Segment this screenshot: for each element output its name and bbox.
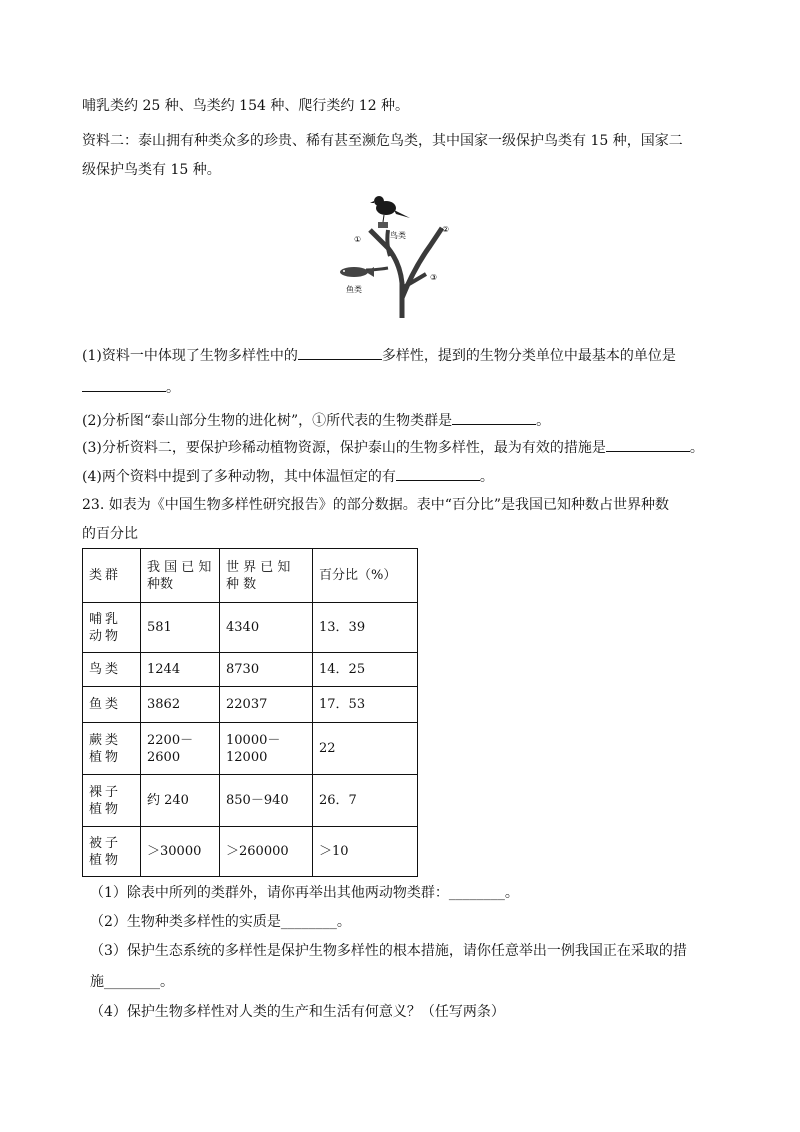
answer-blank[interactable]: [82, 377, 166, 392]
table-cell: 4340: [220, 603, 313, 653]
marker-1: ①: [354, 235, 362, 244]
table-header-cell: 世 界 已 知 种 数: [220, 549, 313, 603]
evolution-tree-figure: [330, 188, 470, 318]
table-row: [83, 653, 418, 687]
fish-label: 鱼类: [346, 285, 362, 294]
q22-item-1-cont: [82, 377, 180, 397]
q23-item-3: （3）保护生态系统的多样性是保护生物多样性的根本措施，请你任意举出一例我国正在采取的措: [90, 943, 687, 959]
answer-blank[interactable]: [298, 345, 382, 360]
marker-3: ③: [430, 273, 438, 282]
table-cell: 22037: [220, 687, 313, 723]
table-cell: ＞260000: [220, 827, 313, 877]
table-cell: 鱼类: [83, 687, 141, 723]
table-cell: 哺乳动物: [83, 603, 141, 653]
q23-item-4: （4）保护生物多样性对人类的生产和生活有何意义？（任写两条）: [90, 1004, 505, 1020]
marker-2: ②: [442, 225, 450, 234]
q23-item-2: （2）生物种类多样性的实质是________。: [90, 914, 351, 930]
branch-fish: [366, 268, 388, 270]
table-cell: 14．25: [313, 653, 418, 687]
table-row: [83, 723, 418, 775]
q22-1-text-c: 。: [166, 380, 180, 396]
q23-item-3-cont: 施________。: [90, 974, 174, 990]
table-cell: 2200－2600: [141, 723, 220, 775]
table-cell: 裸子植物: [83, 775, 141, 827]
text-line-3: 级保护鸟类有 15 种。: [82, 162, 221, 178]
q22-item-1: [82, 345, 676, 365]
table-cell: 581: [141, 603, 220, 653]
answer-blank[interactable]: [606, 437, 690, 452]
table-cell: 17．53: [313, 687, 418, 723]
bird-label: 鸟类: [390, 231, 406, 240]
text-line-1: 哺乳类约 25 种、鸟类约 154 种、爬行类约 12 种。: [82, 98, 410, 114]
table-header-cell: 类群: [83, 549, 141, 603]
table-row: [83, 827, 418, 877]
q22-4-text-b: 。: [479, 469, 494, 485]
table-header-row: [83, 549, 418, 603]
table-row: [83, 687, 418, 723]
table-header-cell: 百分比（%）: [313, 549, 418, 603]
table-cell: 被子植物: [83, 827, 141, 877]
table-cell: 约 240: [141, 775, 220, 827]
table-cell: 1244: [141, 653, 220, 687]
table-cell: 13．39: [313, 603, 418, 653]
table-row: [83, 775, 418, 827]
table-header-cell: 我 国 已 知 种数: [141, 549, 220, 603]
q22-item-2: [82, 410, 550, 430]
q23-intro-1: 23. 如表为《中国生物多样性研究报告》的部分数据。表中“百分比”是我国已知种数占世界种数: [82, 497, 670, 513]
q22-4-text-a: (4)两个资料中提到了多种动物，其中体温恒定的有: [82, 469, 396, 485]
text-line-2: 资料二：泰山拥有种类众多的珍贵、稀有甚至濒危鸟类，其中国家一级保护鸟类有 15 种，国家二: [82, 133, 683, 149]
q22-1-text-b: 多样性，提到的生物分类单位中最基本的单位是: [381, 348, 676, 364]
table-cell: 26．7: [313, 775, 418, 827]
table-cell: 蕨类植物: [83, 723, 141, 775]
q22-3-text-a: (3)分析资料二，要保护珍稀动植物资源，保护泰山的生物多样性，最为有效的措施是: [82, 440, 606, 456]
table-cell: 鸟类: [83, 653, 141, 687]
table-row: [83, 603, 418, 653]
q22-1-text-a: (1)资料一中体现了生物多样性中的: [82, 348, 298, 364]
q22-2-text-a: (2)分析图“泰山部分生物的进化树”，①所代表的生物类群是: [82, 413, 453, 429]
table-cell: 850－940: [220, 775, 313, 827]
q23-item-1: （1）除表中所列的类群外，请你再举出其他两动物类群：________。: [90, 885, 519, 901]
branch-right: [402, 228, 442, 298]
bird-icon: [370, 196, 410, 228]
answer-blank[interactable]: [452, 410, 536, 425]
answer-blank[interactable]: [396, 466, 480, 481]
table-cell: ＞10: [313, 827, 418, 877]
table-cell: 3862: [141, 687, 220, 723]
q23-intro-2: 的百分比: [82, 526, 138, 542]
table-cell: 22: [313, 723, 418, 775]
table-cell: 10000－12000: [220, 723, 313, 775]
table-cell: 8730: [220, 653, 313, 687]
q22-item-3: [82, 437, 704, 457]
q22-3-text-b: 。: [689, 440, 704, 456]
biodiversity-table: [82, 548, 418, 877]
table-cell: ＞30000: [141, 827, 220, 877]
q22-2-text-b: 。: [536, 413, 551, 429]
q22-item-4: [82, 466, 494, 486]
